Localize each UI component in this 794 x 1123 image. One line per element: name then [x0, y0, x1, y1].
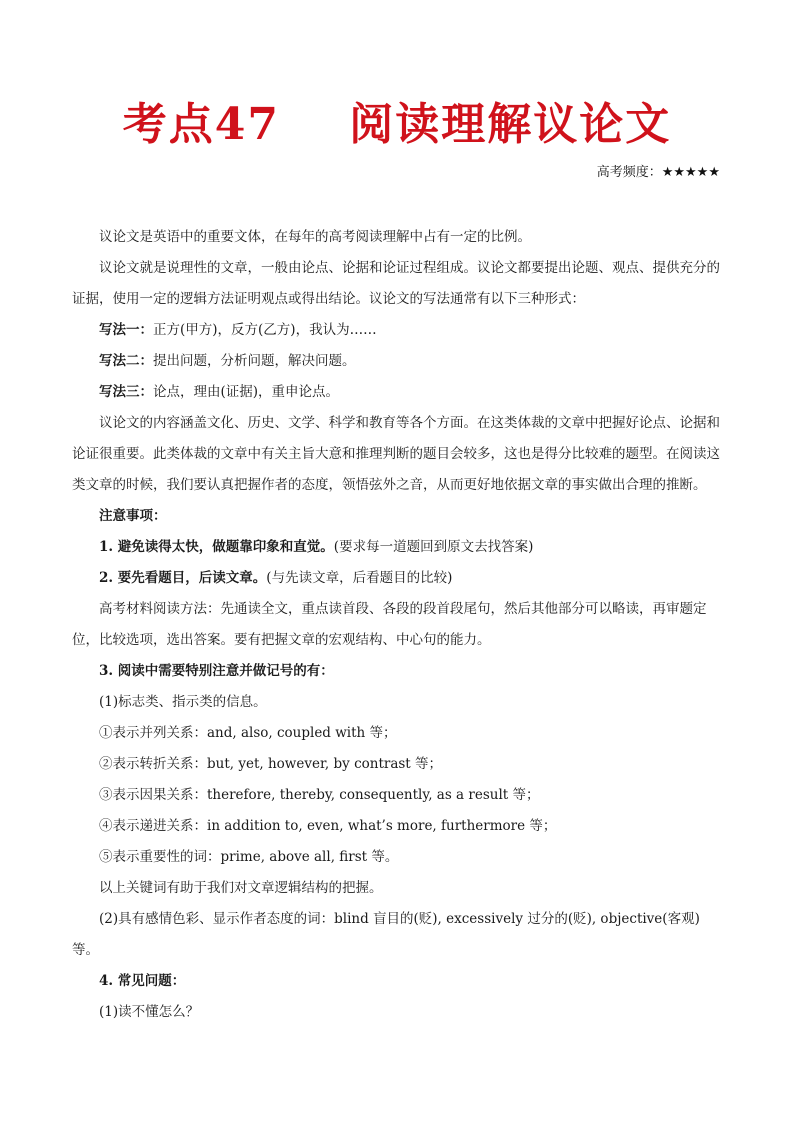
note-text: (要求每一道题回到原文去找答案) — [333, 539, 534, 555]
writing-method-2 — [72, 346, 724, 377]
writing-method-3 — [72, 377, 724, 408]
frequency-label: 高考频度： — [596, 165, 662, 180]
list-item: (1)标志类、指示类的信息。 — [99, 694, 267, 710]
paragraph-content-scope: 议论文的内容涵盖文化、历史、文学、科学和教育等各个方面。在这类体裁的文章中把握好论点、论据和论证很重要。此类体裁的文章中有关主旨大意和推理判断的题目会较多，这也是得分比较难的题型。在阅读这类文章的时候，我们要认真把握作者的态度，领悟弦外之音，从而更好地依据文章的事实做出合理的推断。 — [72, 415, 720, 493]
list-item: (1)读不懂怎么？ — [99, 1004, 200, 1020]
notes-heading: 注意事项： — [99, 508, 167, 524]
note-2 — [72, 563, 724, 594]
note-3: 3. 阅读中需要特别注意并做记号的有： — [99, 663, 334, 679]
article-body — [72, 222, 724, 1028]
paragraph-reading-method: 高考材料阅读方法：先通读全文，重点读首段、各段的段首段尾句，然后其他部分可以略读，再审题定位，比较选项，选出答案。要有把握文章的宏观结构、中心句的能力。 — [72, 601, 707, 648]
method-label: 写法一： — [99, 322, 153, 338]
method-text: 论点，理由(证据)，重申论点。 — [153, 384, 340, 400]
star-rating-icon: ★★★★★ — [661, 165, 720, 180]
page-title: 考点47 阅读理解议论文 — [122, 99, 672, 150]
list-item: ④表示递进关系：in addition to, even, what’s more, furthermore 等； — [99, 818, 557, 834]
list-item: (2)具有感情色彩、显示作者态度的词：blind 盲目的(贬), excessively 过分的(贬), objective(客观)等。 — [72, 911, 700, 958]
list-item: ②表示转折关系：but, yet, however, by contrast 等； — [99, 756, 443, 772]
method-label: 写法二： — [99, 353, 153, 369]
exam-frequency — [597, 163, 720, 183]
note-title: 2. 要先看题目，后读文章。 — [99, 570, 267, 586]
list-item: ①表示并列关系：and, also, coupled with 等； — [99, 725, 397, 741]
list-item: ③表示因果关系：therefore, thereby, consequently, as a result 等； — [99, 787, 540, 803]
note-4: 4. 常见问题： — [99, 973, 186, 989]
list-item: ⑤表示重要性的词：prime, above all, first 等。 — [99, 849, 399, 865]
list-item: 以上关键词有助于我们对文章逻辑结构的把握。 — [99, 880, 383, 896]
note-1 — [72, 532, 724, 563]
method-text: 提出问题，分析问题，解决问题。 — [153, 353, 356, 369]
paragraph-definition: 议论文就是说理性的文章，一般由论点、论据和论证过程组成。议论文都要提出论题、观点、提供充分的证据，使用一定的逻辑方法证明观点或得出结论。议论文的写法通常有以下三种形式： — [72, 260, 720, 307]
method-text: 正方(甲方)，反方(乙方)，我认为…… — [153, 322, 377, 338]
method-label: 写法三： — [99, 384, 153, 400]
writing-method-1 — [72, 315, 724, 346]
paragraph-intro: 议论文是英语中的重要文体，在每年的高考阅读理解中占有一定的比例。 — [99, 229, 531, 245]
note-title: 1. 避免读得太快，做题靠印象和直觉。 — [99, 539, 334, 555]
note-text: (与先读文章，后看题目的比较) — [266, 570, 453, 586]
